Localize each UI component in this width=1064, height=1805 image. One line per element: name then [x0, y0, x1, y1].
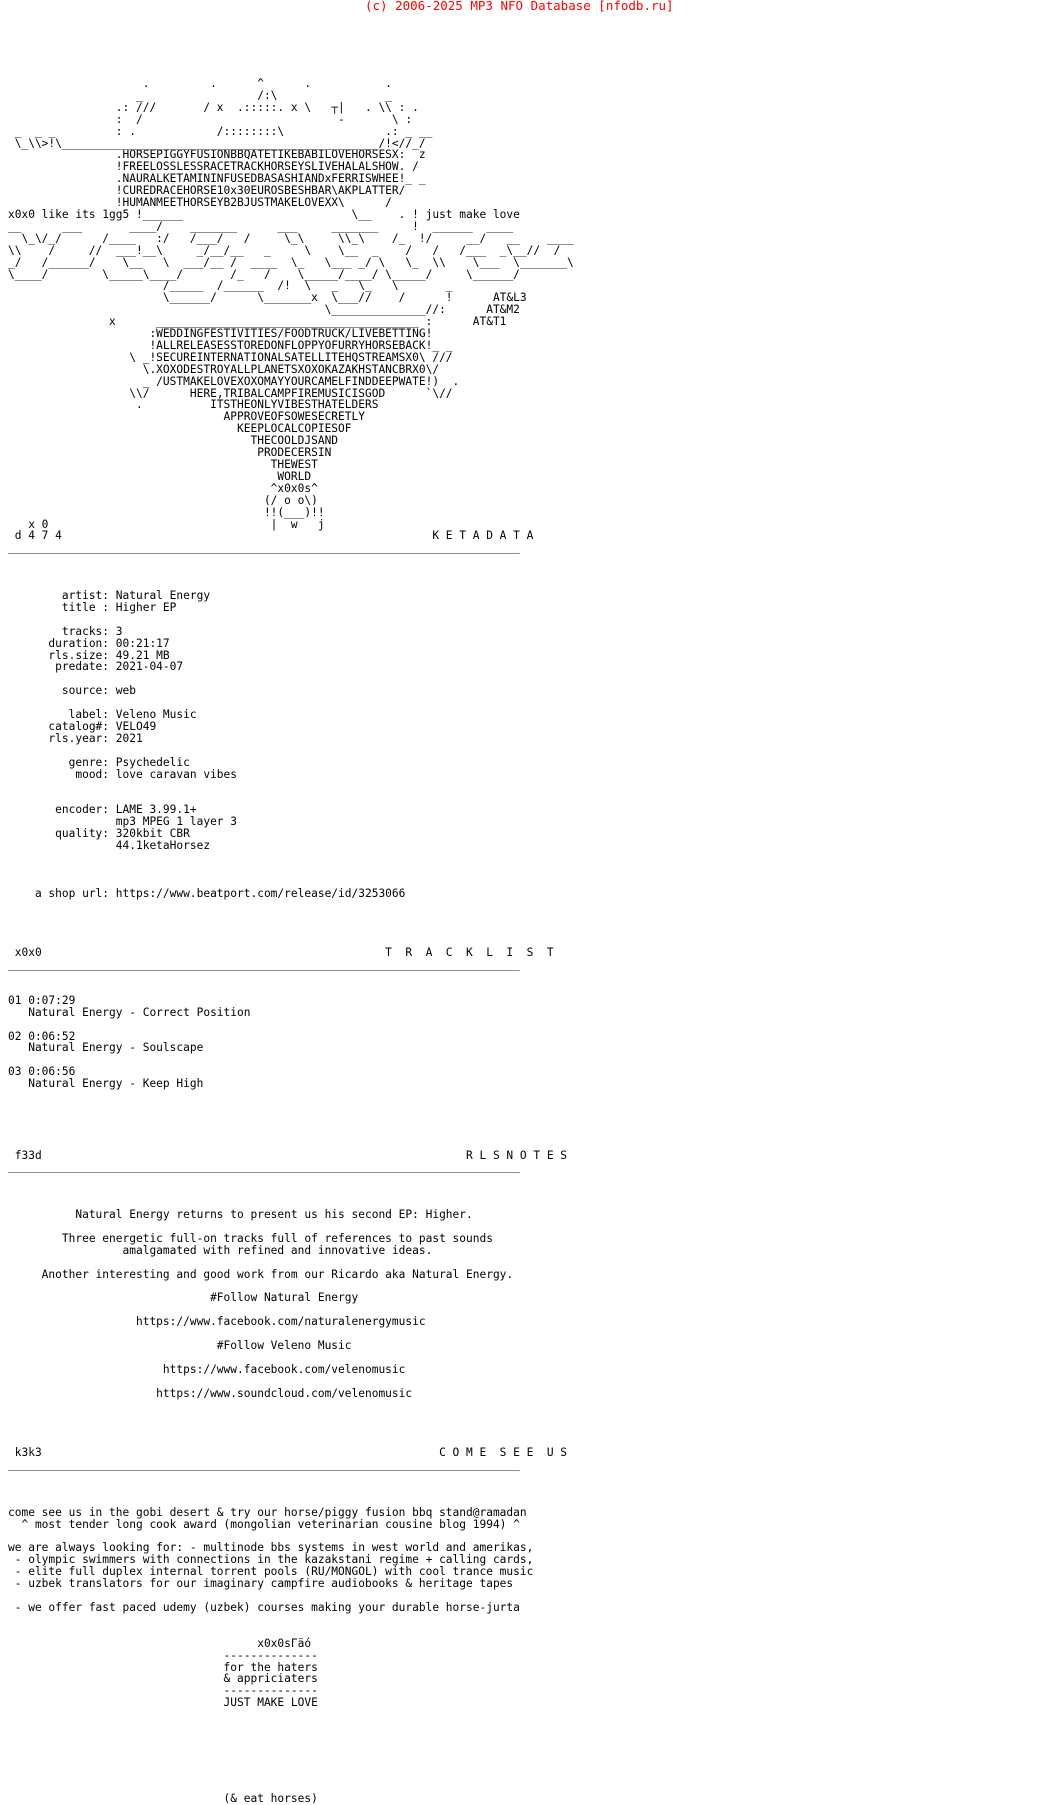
- nfo-line: x 0 | w j: [8, 517, 325, 531]
- nfo-line: catalog#: VELO49: [8, 719, 157, 733]
- nfo-line: mood: love caravan vibes: [8, 767, 238, 781]
- nfo-line: Natural Energy returns to present us his second EP: Higher.: [8, 1208, 473, 1222]
- nfo-line: amalgamated with refined and innovative ideas.: [8, 1243, 433, 1257]
- nfo-line: . . ^ . .: [8, 77, 392, 90]
- nfo-line: THECOOLDJSAND: [8, 434, 339, 448]
- nfo-line: _ /USTMAKELOVEXOXOMAYYOURCAMELFINDDEEPWATE!) .: [8, 374, 460, 388]
- nfo-line: _ /:\ _: [8, 88, 392, 102]
- nfo-line: a shop url: https://www.beatport.com/release/id/3253066: [8, 886, 406, 900]
- nfo-line: KEEPLOCALCOPIESOF: [8, 422, 352, 436]
- nfo-line: THEWEST: [8, 458, 318, 471]
- nfo-line: \_\\>!\_______________________________________________/!<//_/: [8, 136, 426, 150]
- nfo-line: ____________________________________________________________________________: [8, 1458, 520, 1472]
- nfo-line: .HORSEPIGGYFUSIONBBQATETIKEBABILOVEHORSESX: z: [8, 148, 426, 162]
- nfo-line: for the haters: [8, 1660, 318, 1674]
- nfo-line: 44.1ketaHorsez: [8, 839, 211, 852]
- nfo-line: source: web: [8, 684, 136, 698]
- nfo-line: https://www.facebook.com/naturalenergymusic: [8, 1315, 426, 1329]
- nfo-line: \_\/_/ /____ :/ /___/ / \_\ \\_\ /_ !/ __/ __ ____: [8, 231, 574, 245]
- nfo-line: __ ___ ____/ _______ ___ _______ ! ______ ____: [8, 219, 514, 233]
- nfo-line: rls.size: 49.21 MB: [8, 648, 170, 662]
- nfo-line: (/ o o\): [8, 493, 318, 507]
- nfo-line: !FREELOSSLESSRACETRACKHORSEYSLIVEHALALSHOW. /: [8, 160, 419, 174]
- nfo-line: .: /// / x .:::::. x \ ┬| . \\ : .: [8, 100, 419, 114]
- nfo-line: x0x0sГäó: [8, 1636, 312, 1650]
- nfo-line: encoder: LAME 3.99.1+: [8, 803, 197, 817]
- nfo-line: we are always looking for: - multinode bbs systems in west world and amerikas,: [8, 1541, 534, 1555]
- nfo-line: tracks: 3: [8, 624, 123, 638]
- nfo-line: ^x0x0s^: [8, 481, 318, 495]
- nfo-line: duration: 00:21:17: [8, 636, 170, 650]
- nfo-line: - elite full duplex internal torrent pools (RU/MONGOL) with cool trance music: [8, 1565, 534, 1579]
- nfo-line: Three energetic full-on tracks full of references to past sounds: [8, 1231, 493, 1245]
- nfo-text: [8, 78, 1058, 1804]
- nfo-line: --------------: [8, 1684, 318, 1698]
- nfo-line: artist: Natural Energy: [8, 588, 211, 602]
- nfo-line: 01 0:07:29: [8, 993, 76, 1007]
- nfo-line: ____________________________________________________________________________: [8, 541, 520, 555]
- nfo-line: genre: Psychedelic: [8, 755, 190, 769]
- copyright-header: (c) 2006-2025 MP3 NFO Database [nfodb.ru]: [365, 0, 674, 13]
- nfo-line: \.XOXODESTROYALLPLANETSXOXOKAZAKHSTANCBRX0\/: [8, 362, 440, 376]
- nfo-line: ____________________________________________________________________________: [8, 958, 520, 972]
- nfo-line: x0x0 T R A C K L I S T: [8, 946, 554, 960]
- nfo-line: x _______________________________________ : AT&T1: [8, 315, 507, 329]
- nfo-line: #Follow Veleno Music: [8, 1339, 352, 1353]
- nfo-line: mp3 MPEG 1 layer 3: [8, 815, 238, 829]
- nfo-line: title : Higher EP: [8, 600, 177, 614]
- nfo-line: d 4 7 4 K E T A D A T A: [8, 529, 534, 543]
- nfo-line: ^ most tender long cook award (mongolian veterinarian cousine blog 1994) ^: [8, 1517, 520, 1531]
- nfo-line: !CUREDRACEHORSE10x30EUROSBESHBAR\AKPLATTER/: [8, 184, 406, 198]
- nfo-line: WORLD: [8, 469, 312, 483]
- nfo-line: : / - \ :: [8, 112, 413, 126]
- nfo-line: Natural Energy - Correct Position: [8, 1005, 251, 1019]
- nfo-line: k3k3 C O M E S E E U S: [8, 1446, 568, 1460]
- nfo-line: https://www.facebook.com/velenomusic: [8, 1362, 406, 1376]
- nfo-line: Another interesting and good work from our Ricardo aka Natural Energy.: [8, 1267, 514, 1281]
- nfo-line: \____/ \_____\____/ /_ / \_____/____/ \_____/ \______/: [8, 267, 520, 281]
- nfo-line: \______/ \_______x \___// / ! AT&L3: [8, 291, 527, 305]
- nfo-line: - we offer fast paced udemy (uzbek) courses making your durable horse-jurta: [8, 1601, 520, 1614]
- nfo-line: & appriciaters: [8, 1672, 318, 1686]
- nfo-line: \______________//: AT&M2: [8, 303, 520, 317]
- nfo-line: JUST MAKE LOVE: [8, 1696, 318, 1710]
- nfo-line: !ALLRELEASESSTOREDONFLOPPYOFURRYHORSEBACK!_ _: [8, 338, 453, 352]
- nfo-line: - olympic swimmers with connections in the kazakstani regime + calling cards,: [8, 1553, 534, 1567]
- nfo-line: #Follow Natural Energy: [8, 1291, 359, 1305]
- nfo-line: .NAURALKETAMININFUSEDBASASHIANDxFERRISWHEE!_ _: [8, 172, 426, 186]
- nfo-line: !HUMANMEETHORSEYB2BJUSTMAKELOVEXX\ /: [8, 196, 392, 210]
- nfo-line: (& eat horses): [8, 1791, 318, 1805]
- nfo-line: :WEDDINGFESTIVITIES/FOODTRUCK/LIVEBETTING!: [8, 327, 433, 341]
- nfo-line: label: Veleno Music: [8, 708, 197, 722]
- nfo-line: x0x0 like its 1gg5 !______ \__ . ! just make love: [8, 207, 520, 221]
- nfo-line: f33d R L S N O T E S: [8, 1148, 568, 1162]
- nfo-line: /_____ /______ /! \ _ \_ \ _: [8, 279, 453, 293]
- nfo-page: [8, 0, 1058, 1804]
- nfo-line: \\/ HERE,TRIBALCAMPFIREMUSICISGOD `\//: [8, 386, 453, 400]
- nfo-line: \\ / // ___!__\ _/__/__ _ \ \__ _ / / /___ _\__// /: [8, 243, 561, 257]
- nfo-line: Natural Energy - Soulscape: [8, 1041, 204, 1055]
- nfo-line: predate: 2021-04-07: [8, 660, 184, 674]
- nfo-line: - uzbek translators for our imaginary campfire audiobooks & heritage tapes: [8, 1577, 514, 1591]
- nfo-line: !!(___)!!: [8, 505, 325, 519]
- nfo-line: . ITSTHEONLYVIBESTHATELDERS: [8, 398, 379, 412]
- nfo-line: quality: 320kbit CBR: [8, 827, 190, 841]
- nfo-line: come see us in the gobi desert & try our horse/piggy fusion bbq stand@ramadan: [8, 1505, 527, 1519]
- nfo-line: --------------: [8, 1648, 318, 1662]
- nfo-line: _ _ _ : . /::::::::\ .: _ __: [8, 124, 433, 138]
- nfo-line: https://www.soundcloud.com/velenomusic: [8, 1386, 413, 1400]
- nfo-line: APPROVEOFSOWESECRETLY: [8, 410, 365, 424]
- nfo-line: Natural Energy - Keep High: [8, 1077, 204, 1091]
- nfo-line: PRODECERSIN: [8, 446, 332, 460]
- nfo-line: 02 0:06:52: [8, 1029, 76, 1043]
- nfo-line: 03 0:06:56: [8, 1065, 76, 1079]
- nfo-line: _/ /______/ \__ \ ___/__ / ____ \_ \___ _/ \ \_ \\ \___ \_______\: [8, 255, 574, 269]
- nfo-line: \ _!SECUREINTERNATIONALSATELLITEHQSTREAMSX0\ ///: [8, 350, 453, 364]
- nfo-line: rls.year: 2021: [8, 731, 143, 745]
- nfo-line: ____________________________________________________________________________: [8, 1160, 520, 1174]
